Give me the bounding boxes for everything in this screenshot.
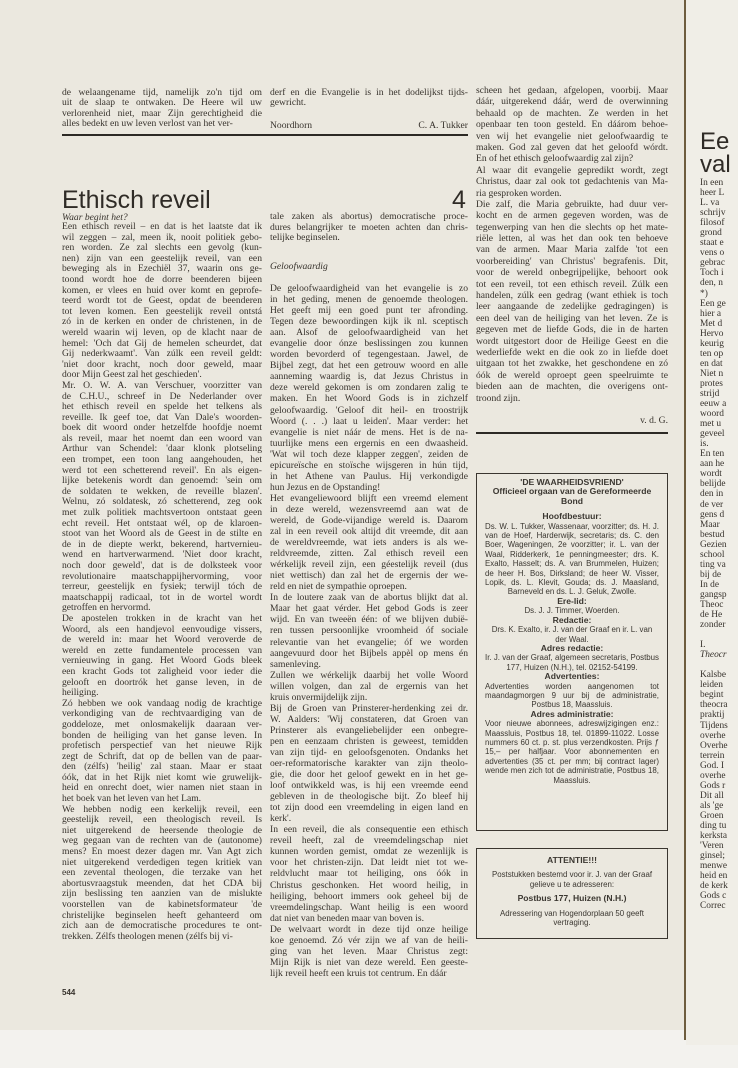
text-line: revolutionaire maatschappijhervorming, voor xyxy=(62,571,262,582)
next-page-text-line: bij de xyxy=(700,569,722,580)
next-page-text-line: Correc xyxy=(700,901,726,912)
text-line: 'niet door kracht, noch door geweld, maar xyxy=(62,359,262,370)
text-line: aangevuurd door het Bijbels appèl op mens én xyxy=(270,647,468,659)
text-line: verlorenheid niet, maar Zijn gerechtigheid die xyxy=(62,108,262,119)
text-line: uitgaan tot het zwakke, het geschondene en zó xyxy=(476,358,668,370)
paragraph xyxy=(270,283,468,493)
text-line: óók de wereld oproept geen speelruimte te xyxy=(476,369,668,381)
text-line: echt reveil. Het ontstaat wél, op de klaroen- xyxy=(62,518,262,529)
colophon-box xyxy=(476,473,668,831)
next-page-text-line: protes xyxy=(700,378,723,389)
text-line: wend en hartverwarmend. 'Niet door kracht, xyxy=(62,550,262,561)
text-line: alles bedekt en uw leven verlost van het ver- xyxy=(62,119,233,130)
text-line: Die zalf, die Maria gebruikte, had duur ver- xyxy=(476,198,668,210)
text-line: weg gegaan van de rechten van de (autonome) xyxy=(62,836,262,847)
text-line: de wereld in: maar het Woord veroverde de xyxy=(62,635,262,646)
text-line: voor de wereld onbegrijpelijke, behoort ook xyxy=(476,267,668,279)
text-line: boek dit woord onder hetzelfde hoofdje noemt xyxy=(62,423,262,434)
next-page-text-line: gangsp xyxy=(700,589,727,600)
text-line: Een ethisch reveil – en dat is het laatste dat ik xyxy=(62,222,262,232)
text-line: Zó hebben we ook vandaag nodig de krachtige xyxy=(62,698,262,709)
next-page-text xyxy=(700,178,738,911)
text-line: voorbereiding' van Christus' begrafenis. Dit, xyxy=(476,255,668,267)
colophon-board: Ds. W. L. Tukker, Wassenaar, voorzitter; ds. H. J. van de Hoef, Harderwijk, secretaris; ds. C. den Boer, Wageningen, 2e voorzitter; ir. L. van der Waal, Ridderkerk, 1e penningmeester; drs. K. Exalto, Hasselt; ds. A. van Brummelen, Huizen; de heer H. Bos, Dirksland; de heer W. Visser, Lopik, ds. L. Klevit, Gouda; ds. J. Maasland, Barneveld en ds. L. J. Geluk, Zwolle. xyxy=(485,521,659,597)
text-line: niet wettisch) dan zal het de ergernis der we- xyxy=(270,570,468,582)
next-page-text-line: als 'ge xyxy=(700,800,724,811)
text-line: christelijke beginselen heeft gehanteerd om xyxy=(62,910,262,921)
text-line: in deze wereld, wezensvreemd aan wat de xyxy=(270,503,468,515)
next-page-text-line: de ver xyxy=(700,499,724,510)
text-line: van zijn tijd- en geloofsgenoten. Ondanks het xyxy=(270,746,468,758)
text-line: 'Wat wil toch deze klapper zeggen', zeiden de xyxy=(270,448,468,460)
next-page-text-line: leiden xyxy=(700,680,723,691)
colophon-board-heading: Hoofdbestuur: xyxy=(542,511,602,522)
text-line: door Mijn Geest zal het geschieden'. xyxy=(62,370,202,381)
text-line: goddeloze, met onlosmakelijk daaraan ver- xyxy=(62,719,262,730)
next-page-text-line: Hervo xyxy=(700,328,724,339)
text-line: wereld waarin wij leven, op de klacht naar de xyxy=(62,327,262,338)
text-line: Bij de Groen van Prinsterer-herdenking zei dr. xyxy=(270,702,468,714)
text-line: koe genoemd. Zó vér zijn we af van de heili- xyxy=(270,934,468,946)
paragraph xyxy=(270,670,468,703)
text-line: kocht en de armen gegeven worden, was de xyxy=(476,210,668,222)
next-page-text-line: ting va xyxy=(700,559,726,570)
next-page-text-line: vens o xyxy=(700,248,725,259)
text-line: behaald op de machten. Ze werden in het xyxy=(476,107,668,119)
text-line: worden bevorderd of tegengestaan. Jawel, de xyxy=(270,349,468,361)
text-line: hun Jezus en de Opstanding! xyxy=(270,481,381,493)
next-page-text-line: Niet n xyxy=(700,368,724,379)
next-page-text-line: praktij xyxy=(700,710,725,721)
next-page-text-line: Groen xyxy=(700,810,724,821)
text-line: noch door geweld', dat is de dolksteek voor xyxy=(62,561,262,571)
text-line: De apostelen trokken in de kracht van het xyxy=(62,613,262,624)
paragraph xyxy=(62,88,262,130)
next-page-text-line: staat e xyxy=(700,238,724,249)
next-page-text-line: de He xyxy=(700,610,723,621)
text-line: ria gesproken worden. xyxy=(476,187,562,199)
text-line: reveil heeft, zal de vreemdelingschap niet xyxy=(270,835,468,847)
text-line: de soldaten te wekken, de reveille blazen'. xyxy=(62,486,262,497)
text-line: verkondiging van de rechtvaardiging van de xyxy=(62,709,262,720)
text-line: Zullen we wérkelijk daarbij het volle Woord xyxy=(270,669,468,681)
text-line: De welvaart wordt in deze tijd onze heilige xyxy=(270,923,468,935)
next-page-text-line: ten op xyxy=(700,348,724,359)
colophon-editorial-address-heading: Adres redactie: xyxy=(540,642,604,653)
text-line: een kracht Gods tot zaligheid voor ieder die xyxy=(62,666,262,677)
text-line: Mr. O. W. A. van Verschuer, voorzitter van xyxy=(62,380,262,391)
next-page-heading-line-1: Ee xyxy=(700,128,730,155)
next-page-text-line: Theoc xyxy=(700,599,724,610)
text-line: de welaangename tijd, namelijk zo'n tijd om xyxy=(62,88,262,98)
text-line: de in de diepte werkt, bekerend, hartvernieu- xyxy=(62,539,262,550)
text-line: gebleven in de theologische bijt. Zo bleef hij xyxy=(270,791,468,803)
text-line: Arthur van Schendel: 'daar klonk plotseling xyxy=(62,444,262,455)
text-line: wérkelijk reveil zijn, een géestelijk reveil (dus xyxy=(270,559,468,571)
paragraph xyxy=(476,85,668,165)
text-line: bieden aan de machten, die overigens ont- xyxy=(476,381,668,393)
subheading-geloofwaardig: Geloofwaardig xyxy=(270,261,328,272)
text-line: samenleving. xyxy=(270,658,321,670)
text-line: derf en die Evangelie is in het dodelijkst tijds- xyxy=(270,88,468,98)
next-page-text-line: bestud xyxy=(700,529,725,540)
next-page-text-line: Een ge xyxy=(700,298,726,309)
text-line: Woord, als een handjevol eenvoudige vissers, xyxy=(62,624,262,635)
text-line: loof ontwikkeld was, is hij een vreemde eend xyxy=(270,780,468,792)
colophon-admin-heading: Adres administratie: xyxy=(530,708,614,719)
text-line: zijn beslissing ten aanzien van de mislukte xyxy=(62,889,262,900)
text-line: werd tot een schetterend reveil'. En als eigen- xyxy=(62,465,262,476)
notice-text: Poststukken bestemd voor ir. J. van der Graaf gelieve u te adresseren: xyxy=(491,870,653,889)
next-page-text-line: *) xyxy=(700,288,708,299)
text-line: telijke beginselen. xyxy=(270,233,340,244)
next-page-text-line: I. xyxy=(700,640,706,651)
paragraph xyxy=(270,924,468,979)
next-page-text-line: gebrac xyxy=(700,258,725,269)
next-page-text-line: keurig xyxy=(700,338,724,349)
text-line: Woord (. . .) laat u leiden'. Maar verder: het xyxy=(270,415,468,427)
next-page-text-line: Toch i xyxy=(700,268,724,279)
text-line: reveille. Ik geef toe, dat Van Dale's woorden- xyxy=(62,412,262,423)
page-number: 544 xyxy=(62,988,76,997)
next-page-text-line: school xyxy=(700,549,725,560)
notice-title: ATTENTIE!!! xyxy=(547,855,597,865)
divider-rule-2 xyxy=(476,432,668,434)
text-line: pen en eenzaam christen is geweest, temidden xyxy=(270,735,468,747)
author-name: C. A. Tukker xyxy=(418,120,468,131)
text-line: openbaar ten toon gesteld. En dáárom behoe- xyxy=(476,119,668,131)
text-line: gie, die door het geloof gewekt en in het ge- xyxy=(270,769,468,781)
text-line: het ethisch reveil en spelde het telkens als xyxy=(62,402,262,413)
next-page-edge xyxy=(686,0,738,1045)
text-line: nen) zijn van een geestelijk reveil, van een xyxy=(62,253,262,264)
next-page-text-line: overhe xyxy=(700,730,726,741)
text-line: in het Athene van Paulus. Hij verkondigde xyxy=(270,470,468,482)
next-page-text-line: den, n xyxy=(700,278,723,289)
text-line: getroffen en hervormd. xyxy=(62,603,151,614)
text-line: zich aan de democratische procedures te ont- xyxy=(62,921,262,932)
text-line: hemel: 'Och dat Gij de hemelen scheurdet, dat xyxy=(62,338,262,349)
top-column-1 xyxy=(62,88,262,130)
next-page-text-line: En ten xyxy=(700,449,725,460)
text-line: tuurlijke mens een ergernis en een dwaasheid. xyxy=(270,437,468,449)
paragraph xyxy=(270,703,468,825)
next-page-text-line: en dat xyxy=(700,358,723,369)
next-page-text-line: aan he xyxy=(700,459,725,470)
text-line: trekken. Zélfs theologen menen (zélfs bij vi- xyxy=(62,931,233,942)
text-line: Prinsterer als evangeliebelijder een onbegre- xyxy=(270,724,468,736)
text-line: Gij nederkwaamt'. Van zúlk een reveil geldt: xyxy=(62,349,262,360)
next-page-text-line: heid en xyxy=(700,871,728,882)
text-line: abortusvraagstuk meenden, dat het CDA bij xyxy=(62,878,262,889)
paragraph xyxy=(270,592,468,669)
text-line: reldvlucht maar tot heiliging, ons óók in xyxy=(270,868,468,880)
next-page-text-line: ding tu xyxy=(700,821,727,831)
next-page-text-line: Theocr xyxy=(700,650,727,661)
article-column-2-intro xyxy=(270,212,468,244)
text-line: óók, dat in het Rijk niet komt wie gruwelijk- xyxy=(62,772,262,783)
next-page-text-line: geveel xyxy=(700,429,725,440)
notice-box xyxy=(476,848,668,939)
colophon-name: 'DE WAARHEIDSVRIEND' xyxy=(520,477,624,487)
next-page-text-line: Overhe xyxy=(700,740,728,751)
text-line: voor het christen-zijn. Dat leidt niet tot we- xyxy=(270,857,468,869)
next-page-heading-line-2: val xyxy=(700,151,731,178)
article-title: Ethisch reveil xyxy=(62,186,211,214)
text-line: teerd wordt tot de Geest, opdat de beenderen xyxy=(62,296,262,307)
text-line: zó in de kerken en onder de christenen, in de xyxy=(62,317,262,328)
text-line: als reveil, maar het noemt dan een woord van xyxy=(62,433,262,444)
subheading-waar-begint-het: Waar begint het? xyxy=(62,212,128,223)
text-line: wederliefde wekt en die ook zo in liefde doet xyxy=(476,346,668,358)
text-line: heiliging. xyxy=(62,688,99,699)
paragraph xyxy=(270,88,468,109)
text-line: gelooft en doortrók het ganse leven, in de xyxy=(62,677,262,688)
text-line: De geloofwaardigheid van het evangelie is zo xyxy=(270,283,468,294)
text-line: Het geeft mij een goed punt ter afronding. xyxy=(270,305,468,317)
text-line: het boek van het leven van het Lam. xyxy=(62,794,202,805)
text-line: uit de slaap te ontwaken. De Heere wil uw xyxy=(62,98,262,109)
text-line: komen, er vlees en huid over komt en geprofe- xyxy=(62,285,262,296)
next-page-text-line: strijd xyxy=(700,388,720,399)
text-line: dures belangrijker te moeten achten dan chris- xyxy=(270,222,468,233)
text-line: ging van het leven. Maar Christus zegt: xyxy=(270,945,468,957)
next-page-text-line: kerksta xyxy=(700,831,728,842)
next-page-text-line: Kalsbe xyxy=(700,670,727,681)
text-line: gegeven met de liefde Gods, die in de harten xyxy=(476,324,668,336)
text-line: gewricht. xyxy=(270,98,306,109)
next-page-text-line: wordt xyxy=(700,469,722,480)
next-page-text-line: Tijdens xyxy=(700,720,728,731)
colophon-ads-heading: Advertenties: xyxy=(544,671,600,682)
place-name: Noordhorn xyxy=(270,120,313,131)
next-page-text-line: schrijv xyxy=(700,208,726,219)
text-line: wijd. En van tweeën één: of we blijven dubië- xyxy=(270,614,468,626)
text-line: ren worden. Ze zal slechts een gevolg (kun- xyxy=(62,243,262,254)
next-page-text-line: menwe xyxy=(700,861,728,872)
article-column-3 xyxy=(476,85,668,404)
next-page-text-line xyxy=(700,660,738,670)
text-line: evangelie is niet náár de mens. Het is de na- xyxy=(270,426,468,438)
text-line: heid en onrecht doet, wier namen niet staan in xyxy=(62,783,262,794)
next-page-text-line: Maar xyxy=(700,519,720,530)
next-page-text-line: filosof xyxy=(700,218,725,229)
next-page-text-line: woord xyxy=(700,409,724,420)
next-page-text-line: Gods r xyxy=(700,780,726,791)
next-page-text-line: In de xyxy=(700,579,720,590)
text-line: wereld en zette fundamentele processen van xyxy=(62,645,262,656)
text-line: heiliging, behoort immers ook geheel bij de xyxy=(270,890,468,902)
text-line: leer aangaande de zedelijke gedragingen) is xyxy=(476,301,668,313)
text-line: den (zélfs) 'heilig' zal staan. Maar er staat xyxy=(62,762,262,773)
text-line: lijk reveil heeft een kruis tot centrum. En dáár xyxy=(270,967,447,979)
text-line: Welnu, zó soldatesk, zó schetterend, zeg ook xyxy=(62,497,262,508)
colophon-editors: Drs. K. Exalto, ir. J. van der Graaf en ir. L. van der Waal. xyxy=(491,625,653,644)
article-signature: v. d. G. xyxy=(640,415,668,426)
text-line: zegt de Schrift, dat op de bellen van de paar- xyxy=(62,751,262,762)
divider-rule xyxy=(62,134,468,136)
text-line: een deel van de heiliging van het leven. Ze is xyxy=(476,312,668,324)
article-column-1 xyxy=(62,222,262,942)
text-line: maken. En het Woord Gods is in zichzelf xyxy=(270,393,468,405)
text-line: We hebben nodig een kerkelijk reveil, een xyxy=(62,804,262,815)
text-line: Bijbel zegt, dat het een getrouw woord en alle xyxy=(270,360,468,372)
text-line: stoot van het Woord als de Geest in de stilte en xyxy=(62,529,262,540)
text-line: lijke betekenis wordt dan genoemd: 'sein om xyxy=(62,476,262,487)
next-page-text-line: grond xyxy=(700,228,722,239)
text-line: niet uitgerekend verdedigen tegen kritiek van xyxy=(62,857,262,868)
text-line: evangelie door ónze beslissingen zou kunnen xyxy=(270,338,468,350)
text-line: handelen, zúlk een gedrag (want ethiek is toch xyxy=(476,290,668,302)
next-page-text-line: Gods c xyxy=(700,891,727,902)
article-column-2 xyxy=(270,283,468,979)
text-line: een trompet, een toon lang aangehouden, het xyxy=(62,455,262,466)
colophon-editorial-address: Ir. J. van der Graaf, algemeen secretaris, Postbus 177, Huizen (N.H.), tel. 02152-54199. xyxy=(485,653,659,672)
text-line: wil zeggen – zal, meen ik, nooit politiek gebo- xyxy=(62,232,262,243)
text-line: Het evangeliewoord blijft een vreemd element xyxy=(270,492,468,504)
text-line: En of het ethisch geloofwaardig zal zijn? xyxy=(476,153,634,165)
paragraph xyxy=(62,699,262,805)
text-line: de C.H.U., schreef in De Nederlander over xyxy=(62,391,262,402)
text-line: In de loutere zaak van de abortus blijkt dat al. xyxy=(270,592,468,604)
text-line: zal in een reveil ook altijd dit vreemde, dit aan xyxy=(270,526,468,538)
colophon-honorary: Ds. J. J. Timmer, Woerden. xyxy=(524,606,620,616)
text-line: mens? En moest dezer dagen mr. Van Agt zich xyxy=(62,847,262,858)
text-line: riële letten, al was het dan ook ten behoeve xyxy=(476,233,668,245)
text-line: Maar het gaat vérder. Het gebod Gods is zeer xyxy=(270,603,468,615)
notice-note: Adressering van Hogendorplaan 50 geeft vertraging. xyxy=(500,908,644,928)
text-line: maatschappij radicaal, tot in de wortel wordt xyxy=(62,592,262,603)
text-line: dáár, uitgerekend dáár, werd de overwinning xyxy=(476,96,668,108)
top-column-2 xyxy=(270,88,468,109)
paragraph xyxy=(270,493,468,592)
next-page-text-line: zonder xyxy=(700,620,726,631)
text-line: profetisch perspectief van het nieuwe Rijk xyxy=(62,741,262,752)
text-line: met zulk politiek machtsvertoon ontstaat geen xyxy=(62,508,262,519)
text-line: aanneming waardig is, dat Jezus Christus in xyxy=(270,371,468,383)
colophon-admin: Voor nieuwe abonnees, adreswijzigingen enz.: Maassluis, Postbus 18, tel. 01899-11022. Losse nummers 60 ct. p. st. plus verzendkosten. Prijs ƒ 15,– per halfjaar. Voor abonnementen en advertenties (35 ct. per mm; bij contract lager) wende men zich tot de administratie, Postbus 18, Maassluis. xyxy=(485,719,659,785)
text-line: tot een reveil, tot een ethisch reveil. Zúlk een xyxy=(476,278,668,290)
text-line: Mijn Rijk is niet van deze wereld. Een geeste- xyxy=(270,956,468,968)
text-line: willen volgen, dan zal de ergernis van het xyxy=(270,680,468,692)
text-line: toond wordt hoe de dorre beenderen bijeen xyxy=(62,274,262,285)
text-line: reldvreemde, zitten. Zal ethisch reveil een xyxy=(270,548,468,560)
colophon-ads: Advertenties worden aangenomen tot maandagmorgen 9 uur bij de administratie, Postbus 18, Maassluis. xyxy=(485,681,659,710)
colophon-subtitle: Officieel orgaan van de Gereformeerde Bond xyxy=(492,486,652,506)
text-line: terreur, geestelijk en fysiek; terwijl tóch de xyxy=(62,582,262,593)
article-part-number: 4 xyxy=(452,186,466,214)
text-line: geloofwaardig. 'Geloof dit heil- en troostrijk xyxy=(270,404,468,416)
text-line: deze wereld gekomen is om zondaren zalig te xyxy=(270,382,468,394)
next-page-text-line: de kerk xyxy=(700,881,728,892)
next-page-text-line: eeuw a xyxy=(700,399,727,410)
next-page-text-line: heer L xyxy=(700,188,725,199)
next-page-text-line: overhe xyxy=(700,770,726,781)
text-line: oer-reformatorische karakter van zijn theolo- xyxy=(270,758,468,770)
text-line: de wereldvreemde, wat iets anders is als we- xyxy=(270,537,468,549)
text-line: reld en niet de sympathie oproepen. xyxy=(270,581,407,593)
text-line: dat niet van beneden maar van boven is. xyxy=(270,912,424,924)
text-line: maken. God zal geven dat het geloofd wórdt. xyxy=(476,141,668,153)
paragraph xyxy=(62,805,262,943)
text-line: Christus geschonken. Het woord heilig, in xyxy=(270,879,468,891)
next-page-text-line: Met d xyxy=(700,318,723,329)
text-line: troond zijn. xyxy=(476,392,521,404)
next-page-text-line: is. xyxy=(700,439,709,450)
text-line: Christus, daar zal ook tot gedachtenis van Ma- xyxy=(476,176,668,188)
text-line: epicureïsche en stoïsche wijsgeren in hún tijd, xyxy=(270,459,468,471)
text-line: ren tussen persoonlijke vroomheid óf sociale xyxy=(270,625,468,637)
text-line: tegenwerping van hen die slechts op het mate- xyxy=(476,221,668,233)
text-line: ven wij het evangelie niet geloofwaardig te xyxy=(476,130,668,142)
text-line: W. Aalders: 'Wij constateren, dat Groen van xyxy=(270,713,468,725)
text-line: kunnen worden gemist, omdat ze wezenlijk is xyxy=(270,846,468,858)
text-line: kruis onvermijdelijk zijn. xyxy=(270,691,368,703)
text-line: van de armen. Maar Maria zalfde 'tot een xyxy=(476,244,668,256)
text-line: aan. Alsof de geloofwaardigheid van het xyxy=(270,327,468,339)
text-line: wordt uitgestort door de Heilige Geest en die xyxy=(476,335,668,347)
text-line: bonden de heiliging van het ganse leven. In xyxy=(62,730,262,741)
text-line: Tegen deze bewoordingen kijk ik nl. sceptisch xyxy=(270,316,468,328)
notice-address: Postbus 177, Huizen (N.H.) xyxy=(517,893,627,904)
paragraph xyxy=(62,614,262,699)
next-page-text-line xyxy=(700,630,738,640)
next-page-text-line: Gezien xyxy=(700,539,727,550)
paragraph xyxy=(476,199,668,404)
text-line: tale zaken als abortus) democratische proce- xyxy=(270,212,468,222)
text-line: geestelijk reveil, een theologisch reveil. Is xyxy=(62,815,262,826)
paragraph xyxy=(62,222,262,381)
next-page-text-line: begint xyxy=(700,690,724,701)
paragraph xyxy=(476,165,668,199)
next-page-text-line: hier a xyxy=(700,308,722,319)
text-line: beweging als in Ezechiël 37, waarin ons ge- xyxy=(62,264,262,275)
next-page-text-line: theocra xyxy=(700,700,728,711)
next-page-text-line: Dit all xyxy=(700,790,724,801)
text-line: relevantie van het evangelie; óf we worden xyxy=(270,636,468,648)
next-page-text-line: belijde xyxy=(700,479,726,490)
colophon-honorary-heading: Ere-lid: xyxy=(557,595,587,606)
text-line: een zevental theologen, die terzake van het xyxy=(62,868,262,879)
next-page-text-line: met u xyxy=(700,419,722,430)
next-page-text-line: In een xyxy=(700,178,724,188)
paragraph xyxy=(62,381,262,614)
next-page-text-line: gens d xyxy=(700,509,725,520)
paragraph xyxy=(270,212,468,244)
text-line: voorstellen van de kabinetsformateur 'de xyxy=(62,900,262,910)
next-page-text-line: terrein xyxy=(700,750,725,761)
colophon-editors-heading: Redactie: xyxy=(552,614,592,625)
next-page-text-line: God. I xyxy=(700,760,724,771)
text-line: tot leven komen. Een geestelijk reveil ontstá xyxy=(62,306,262,317)
text-line: in het geding, menen de genoemde theologen. xyxy=(270,294,468,306)
text-line: In een reveil, die als consequentie een ethisch xyxy=(270,824,468,836)
next-page-text-line: 'Veren xyxy=(700,841,724,852)
text-line: Al waar dit evangelie gepredikt wordt, zegt xyxy=(476,164,668,176)
text-line: vreemdelingschap. Want heilig is een woord xyxy=(270,901,468,913)
text-line: tot zijn dood een vreemdeling in eigen land en xyxy=(270,802,468,814)
next-page-text-line: L. va xyxy=(700,198,720,209)
next-page-text-line: ginsel; xyxy=(700,851,725,862)
next-page-text-line: den in xyxy=(700,489,724,500)
text-line: scheen het gedaan, afgelopen, voorbij. Maar xyxy=(476,85,668,96)
text-line: niet uitgerekend de heersende theologie de xyxy=(62,825,262,836)
text-line: wereld, de Gode-vijandige wereld is. Daarom xyxy=(270,514,468,526)
text-line: kerk'. xyxy=(270,813,292,825)
text-line: vernieuwing in gang. Het Woord Gods bleek xyxy=(62,656,262,667)
paragraph xyxy=(270,824,468,923)
